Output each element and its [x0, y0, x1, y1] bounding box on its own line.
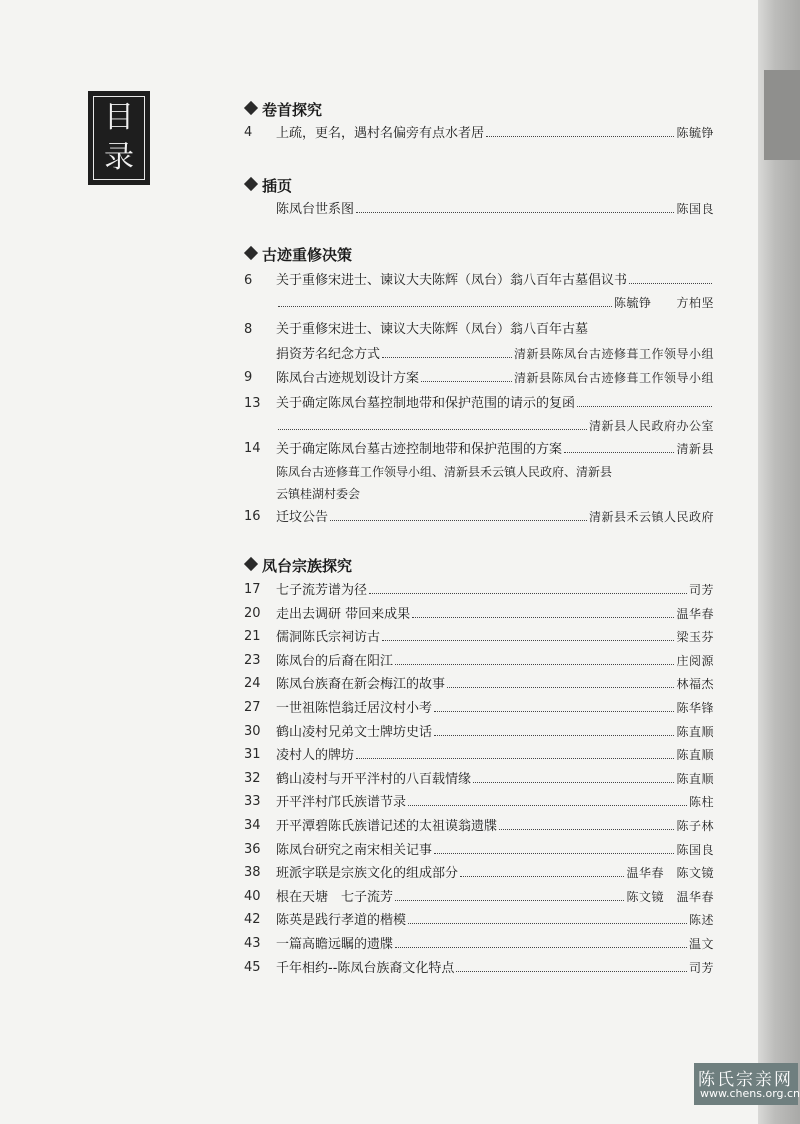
entry-title: 陈英是践行孝道的楷模 [276, 913, 407, 928]
entry-author: 林福杰 [676, 677, 714, 691]
page-number: 42 [244, 912, 261, 927]
watermark-url: www.chens.org.cn [700, 1087, 800, 1100]
entry-author: 陈国良 [676, 843, 714, 857]
leader-dots [278, 306, 612, 307]
entry-title: 班派字联是宗族文化的组成部分 [276, 866, 459, 881]
leader-dots [434, 853, 674, 854]
leader-dots [330, 520, 587, 521]
entry-author: 陈柱 [688, 795, 714, 809]
entry-title: 关于重修宋进士、谏议大夫陈辉（凤台）翁八百年古墓倡议书 [276, 273, 628, 288]
page-number: 8 [244, 322, 253, 337]
section-heading [246, 246, 352, 264]
entry-title: 关于重修宋进士、谏议大夫陈辉（凤台）翁八百年古墓 [276, 322, 589, 337]
entry-author: 陈述 [688, 913, 714, 927]
site-watermark [694, 1063, 798, 1105]
page-edge-shadow [758, 0, 800, 1124]
entry-title: 凌村人的牌坊 [276, 748, 355, 763]
page-number: 30 [244, 724, 261, 739]
page-number: 34 [244, 818, 261, 833]
page-number: 43 [244, 936, 261, 951]
leader-dots [356, 758, 674, 759]
page-number: 27 [244, 700, 261, 715]
entry-title: 走出去调研 带回来成果 [276, 607, 411, 622]
section-heading-text: 卷首探究 [262, 101, 323, 119]
entry-title: 一篇高瞻远瞩的遗牒 [276, 937, 394, 952]
leader-dots [369, 593, 687, 594]
entry-title: 关于确定陈凤台墓控制地带和保护范围的请示的复函 [276, 396, 576, 411]
page-number: 4 [244, 125, 253, 140]
entry-title: 开平泮村邝氏族谱节录 [276, 795, 407, 810]
entry-author: 陈直顺 [676, 772, 714, 786]
leader-dots [278, 429, 587, 430]
leader-dots [408, 923, 687, 924]
page-number: 40 [244, 889, 261, 904]
entry-title: 儒洞陈氏宗祠访古 [276, 630, 381, 645]
entry-author: 清新县 [676, 442, 714, 456]
leader-dots [395, 900, 624, 901]
page-number: 31 [244, 747, 261, 762]
page-number: 13 [244, 396, 261, 411]
page-number: 21 [244, 629, 261, 644]
entry-author: 清新县陈凤台古迹修葺工作领导小组 [513, 371, 714, 385]
diamond-bullet-icon [244, 177, 258, 191]
entry-author: 司芳 [688, 583, 714, 597]
leader-dots [447, 687, 674, 688]
entry-title: 关于确定陈凤台墓古迹控制地带和保护范围的方案 [276, 442, 563, 457]
entry-author: 陈毓铮 [676, 126, 714, 140]
leader-dots [434, 735, 674, 736]
section-heading-text: 插页 [262, 177, 293, 195]
diamond-bullet-icon [244, 101, 258, 115]
page-number: 20 [244, 606, 261, 621]
entry-title: 七子流芳谱为径 [276, 583, 368, 598]
leader-dots [356, 212, 674, 213]
entry-author: 温华春 陈文镜 [626, 866, 714, 880]
entry-title: 陈凤台的后裔在阳江 [276, 654, 394, 669]
entry-author: 陈文镜 温华春 [626, 890, 714, 904]
entry-author-continuation: 云镇桂湖村委会 [276, 487, 361, 501]
entry-author: 清新县人民政府办公室 [588, 419, 714, 433]
leader-dots [408, 805, 687, 806]
entry-title: 根在天塘 七子流芳 [276, 890, 394, 905]
entry-title-line2: 捐资芳名纪念方式 [276, 347, 381, 362]
leader-dots [486, 136, 674, 137]
leader-dots [460, 876, 624, 877]
page-number: 6 [244, 273, 253, 288]
page-title-char-1: 目 [104, 100, 134, 135]
section-heading-text: 凤台宗族探究 [262, 557, 353, 575]
page-number: 45 [244, 960, 261, 975]
entry-author: 陈直顺 [676, 725, 714, 739]
page-number: 23 [244, 653, 261, 668]
leader-dots [421, 381, 512, 382]
entry-author: 陈子林 [676, 819, 714, 833]
leader-dots [382, 357, 512, 358]
page-number: 9 [244, 370, 253, 385]
leader-dots [473, 782, 674, 783]
section-heading-text: 古迹重修决策 [262, 246, 353, 264]
entry-author: 清新县禾云镇人民政府 [588, 510, 714, 524]
entry-title: 陈凤台族裔在新会梅江的故事 [276, 677, 446, 692]
watermark-title: 陈氏宗亲网 [698, 1070, 793, 1090]
leader-dots [434, 711, 674, 712]
entry-title: 开平潭碧陈氏族谱记述的太祖谟翁遗牒 [276, 819, 498, 834]
entry-title: 千年相约--陈凤台族裔文化特点 [276, 961, 455, 976]
leader-dots [629, 283, 712, 284]
entry-title: 陈凤台世系图 [276, 202, 355, 217]
leader-dots [499, 829, 674, 830]
entry-title: 陈凤台研究之南宋相关记事 [276, 843, 433, 858]
entry-author: 陈华锋 [676, 701, 714, 715]
entry-author: 温华春 [676, 607, 714, 621]
section-heading [246, 557, 352, 575]
entry-title: 迁坟公告 [276, 510, 329, 525]
page-number: 14 [244, 441, 261, 456]
entry-author: 清新县陈凤台古迹修葺工作领导小组 [513, 347, 714, 361]
entry-title: 一世祖陈恺翁迁居汶村小考 [276, 701, 433, 716]
entry-title: 鹤山凌村与开平泮村的八百载情缘 [276, 772, 472, 787]
leader-dots [395, 664, 674, 665]
entry-author: 陈国良 [676, 202, 714, 216]
page-edge-tab [764, 70, 800, 160]
page-number: 16 [244, 509, 261, 524]
page-number: 17 [244, 582, 261, 597]
page-title-char-2: 录 [104, 140, 134, 175]
leader-dots [577, 406, 712, 407]
entry-author: 陈毓铮 方柏坚 [613, 296, 714, 310]
section-heading [246, 177, 292, 195]
entry-title: 鹤山凌村兄弟文士牌坊史话 [276, 725, 433, 740]
entry-title: 上疏，更名，遇村名偏旁有点水者居 [276, 126, 485, 141]
leader-dots [564, 452, 674, 453]
leader-dots [456, 971, 687, 972]
entry-author: 庄阅源 [676, 654, 714, 668]
entry-author: 司芳 [688, 961, 714, 975]
page-number: 36 [244, 842, 261, 857]
entry-title: 陈凤台古迹规划设计方案 [276, 371, 420, 386]
diamond-bullet-icon [244, 557, 258, 571]
leader-dots [382, 640, 674, 641]
page-number: 24 [244, 676, 261, 691]
page-number: 32 [244, 771, 261, 786]
leader-dots [395, 947, 687, 948]
page-title [88, 91, 150, 185]
section-heading [246, 101, 322, 119]
entry-author: 陈直顺 [676, 748, 714, 762]
entry-author: 梁玉芬 [676, 630, 714, 644]
diamond-bullet-icon [244, 246, 258, 260]
leader-dots [412, 617, 674, 618]
page-number: 38 [244, 865, 261, 880]
entry-author: 温文 [688, 937, 714, 951]
entry-author-continuation: 陈凤台古迹修葺工作领导小组、清新县禾云镇人民政府、清新县 [276, 465, 613, 479]
page-number: 33 [244, 794, 261, 809]
